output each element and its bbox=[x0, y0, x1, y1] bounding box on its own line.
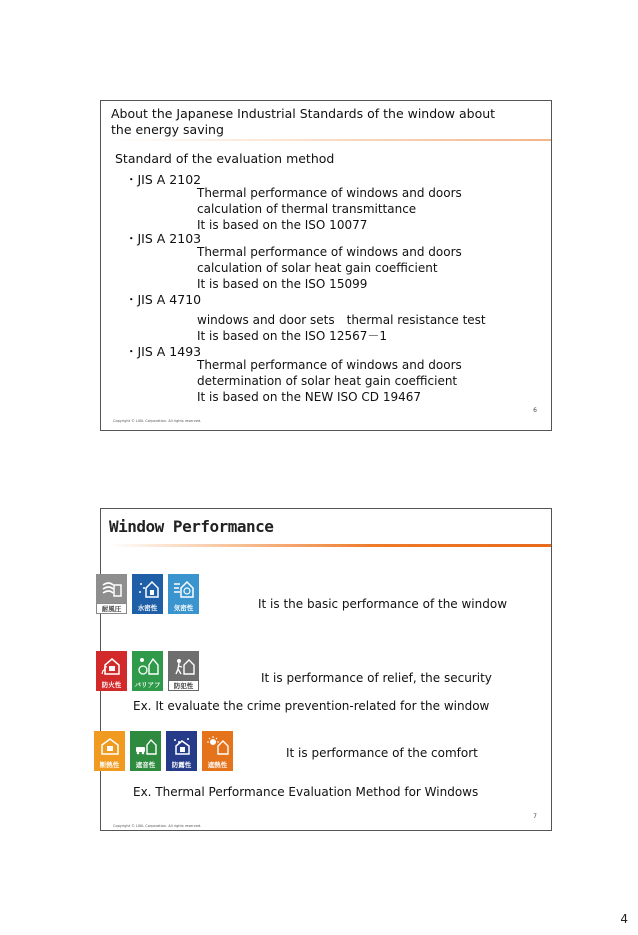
comfort-example-text: Ex. Thermal Performance Evaluation Method for Windows bbox=[133, 785, 479, 799]
air-tightness-icon bbox=[168, 574, 199, 614]
security-performance-icons bbox=[96, 651, 199, 700]
standard-desc-line: It is based on the NEW ISO CD 19467 bbox=[197, 390, 422, 404]
condensation-prevention-icon bbox=[166, 731, 197, 771]
slide-window-performance bbox=[100, 508, 552, 831]
standard-desc-line: It is based on the ISO 10077 bbox=[197, 218, 368, 232]
crime-prevention-icon bbox=[168, 651, 199, 691]
title-underline bbox=[111, 139, 551, 141]
standard-desc-line: windows and door sets thermal resistance test bbox=[197, 313, 486, 327]
slide-title: About the Japanese Industrial Standards of the window about the energy saving bbox=[111, 106, 496, 137]
standard-code: ・JIS A 4710 bbox=[125, 292, 202, 307]
handout-page-number: 4 bbox=[620, 912, 628, 926]
water-tightness-icon bbox=[132, 574, 163, 614]
icon-label: 遮熱性 bbox=[202, 760, 233, 771]
barrier-free-icon bbox=[132, 651, 163, 700]
standard-desc-line: calculation of thermal transmittance bbox=[197, 202, 417, 216]
standard-desc-line: Thermal performance of windows and doors bbox=[197, 358, 462, 372]
standard-desc-line: Thermal performance of windows and doors bbox=[197, 245, 462, 259]
comfort-performance-icons bbox=[94, 731, 233, 771]
icon-label: 遮音性 bbox=[130, 760, 161, 771]
standard-desc-line: Thermal performance of windows and doors bbox=[197, 186, 462, 200]
icon-label: 断熱性 bbox=[94, 760, 125, 771]
icon-label: 防露性 bbox=[166, 760, 197, 771]
section-subtitle: Standard of the evaluation method bbox=[115, 151, 335, 166]
basic-performance-icons bbox=[96, 574, 199, 614]
basic-performance-text: It is the basic performance of the window bbox=[258, 597, 508, 611]
icon-label: バリアフリー bbox=[132, 680, 163, 691]
icon-label: 防犯性 bbox=[168, 680, 199, 691]
standard-desc-line: calculation of solar heat gain coefficient bbox=[197, 261, 438, 275]
security-performance-text: It is performance of relief, the security bbox=[261, 671, 492, 685]
thermal-insulation-icon bbox=[94, 731, 125, 771]
slide-number: 6 bbox=[533, 407, 537, 414]
security-example-text: Ex. It evaluate the crime prevention-related for the window bbox=[133, 699, 490, 713]
slide-number: 7 bbox=[533, 813, 537, 820]
standard-desc-line: It is based on the ISO 12567－1 bbox=[197, 329, 387, 343]
icon-label: 防火性 bbox=[96, 680, 127, 691]
icon-label: 水密性 bbox=[132, 603, 163, 614]
standard-code: ・JIS A 1493 bbox=[125, 344, 202, 359]
copyright: Copyright © LIXIL Corporation. All rights reserved. bbox=[113, 824, 202, 828]
standard-code: ・JIS A 2102 bbox=[125, 172, 202, 187]
copyright: Copyright © LIXIL Corporation. All rights reserved. bbox=[113, 419, 202, 423]
standard-code: ・JIS A 2103 bbox=[125, 231, 202, 246]
standard-desc-line: It is based on the ISO 15099 bbox=[197, 277, 368, 291]
title-underline bbox=[109, 544, 551, 547]
icon-label: 耐風圧 bbox=[96, 603, 127, 614]
fire-resistance-icon bbox=[96, 651, 127, 691]
slide-title: Window Performance bbox=[109, 517, 274, 536]
wind-pressure-icon bbox=[96, 574, 127, 614]
sound-insulation-icon bbox=[130, 731, 161, 771]
standard-desc-line: determination of solar heat gain coefficient bbox=[197, 374, 458, 388]
icon-label: 気密性 bbox=[168, 603, 199, 614]
heat-shielding-icon bbox=[202, 731, 233, 771]
slide-jis-standards bbox=[100, 100, 552, 431]
comfort-performance-text: It is performance of the comfort bbox=[286, 746, 478, 760]
